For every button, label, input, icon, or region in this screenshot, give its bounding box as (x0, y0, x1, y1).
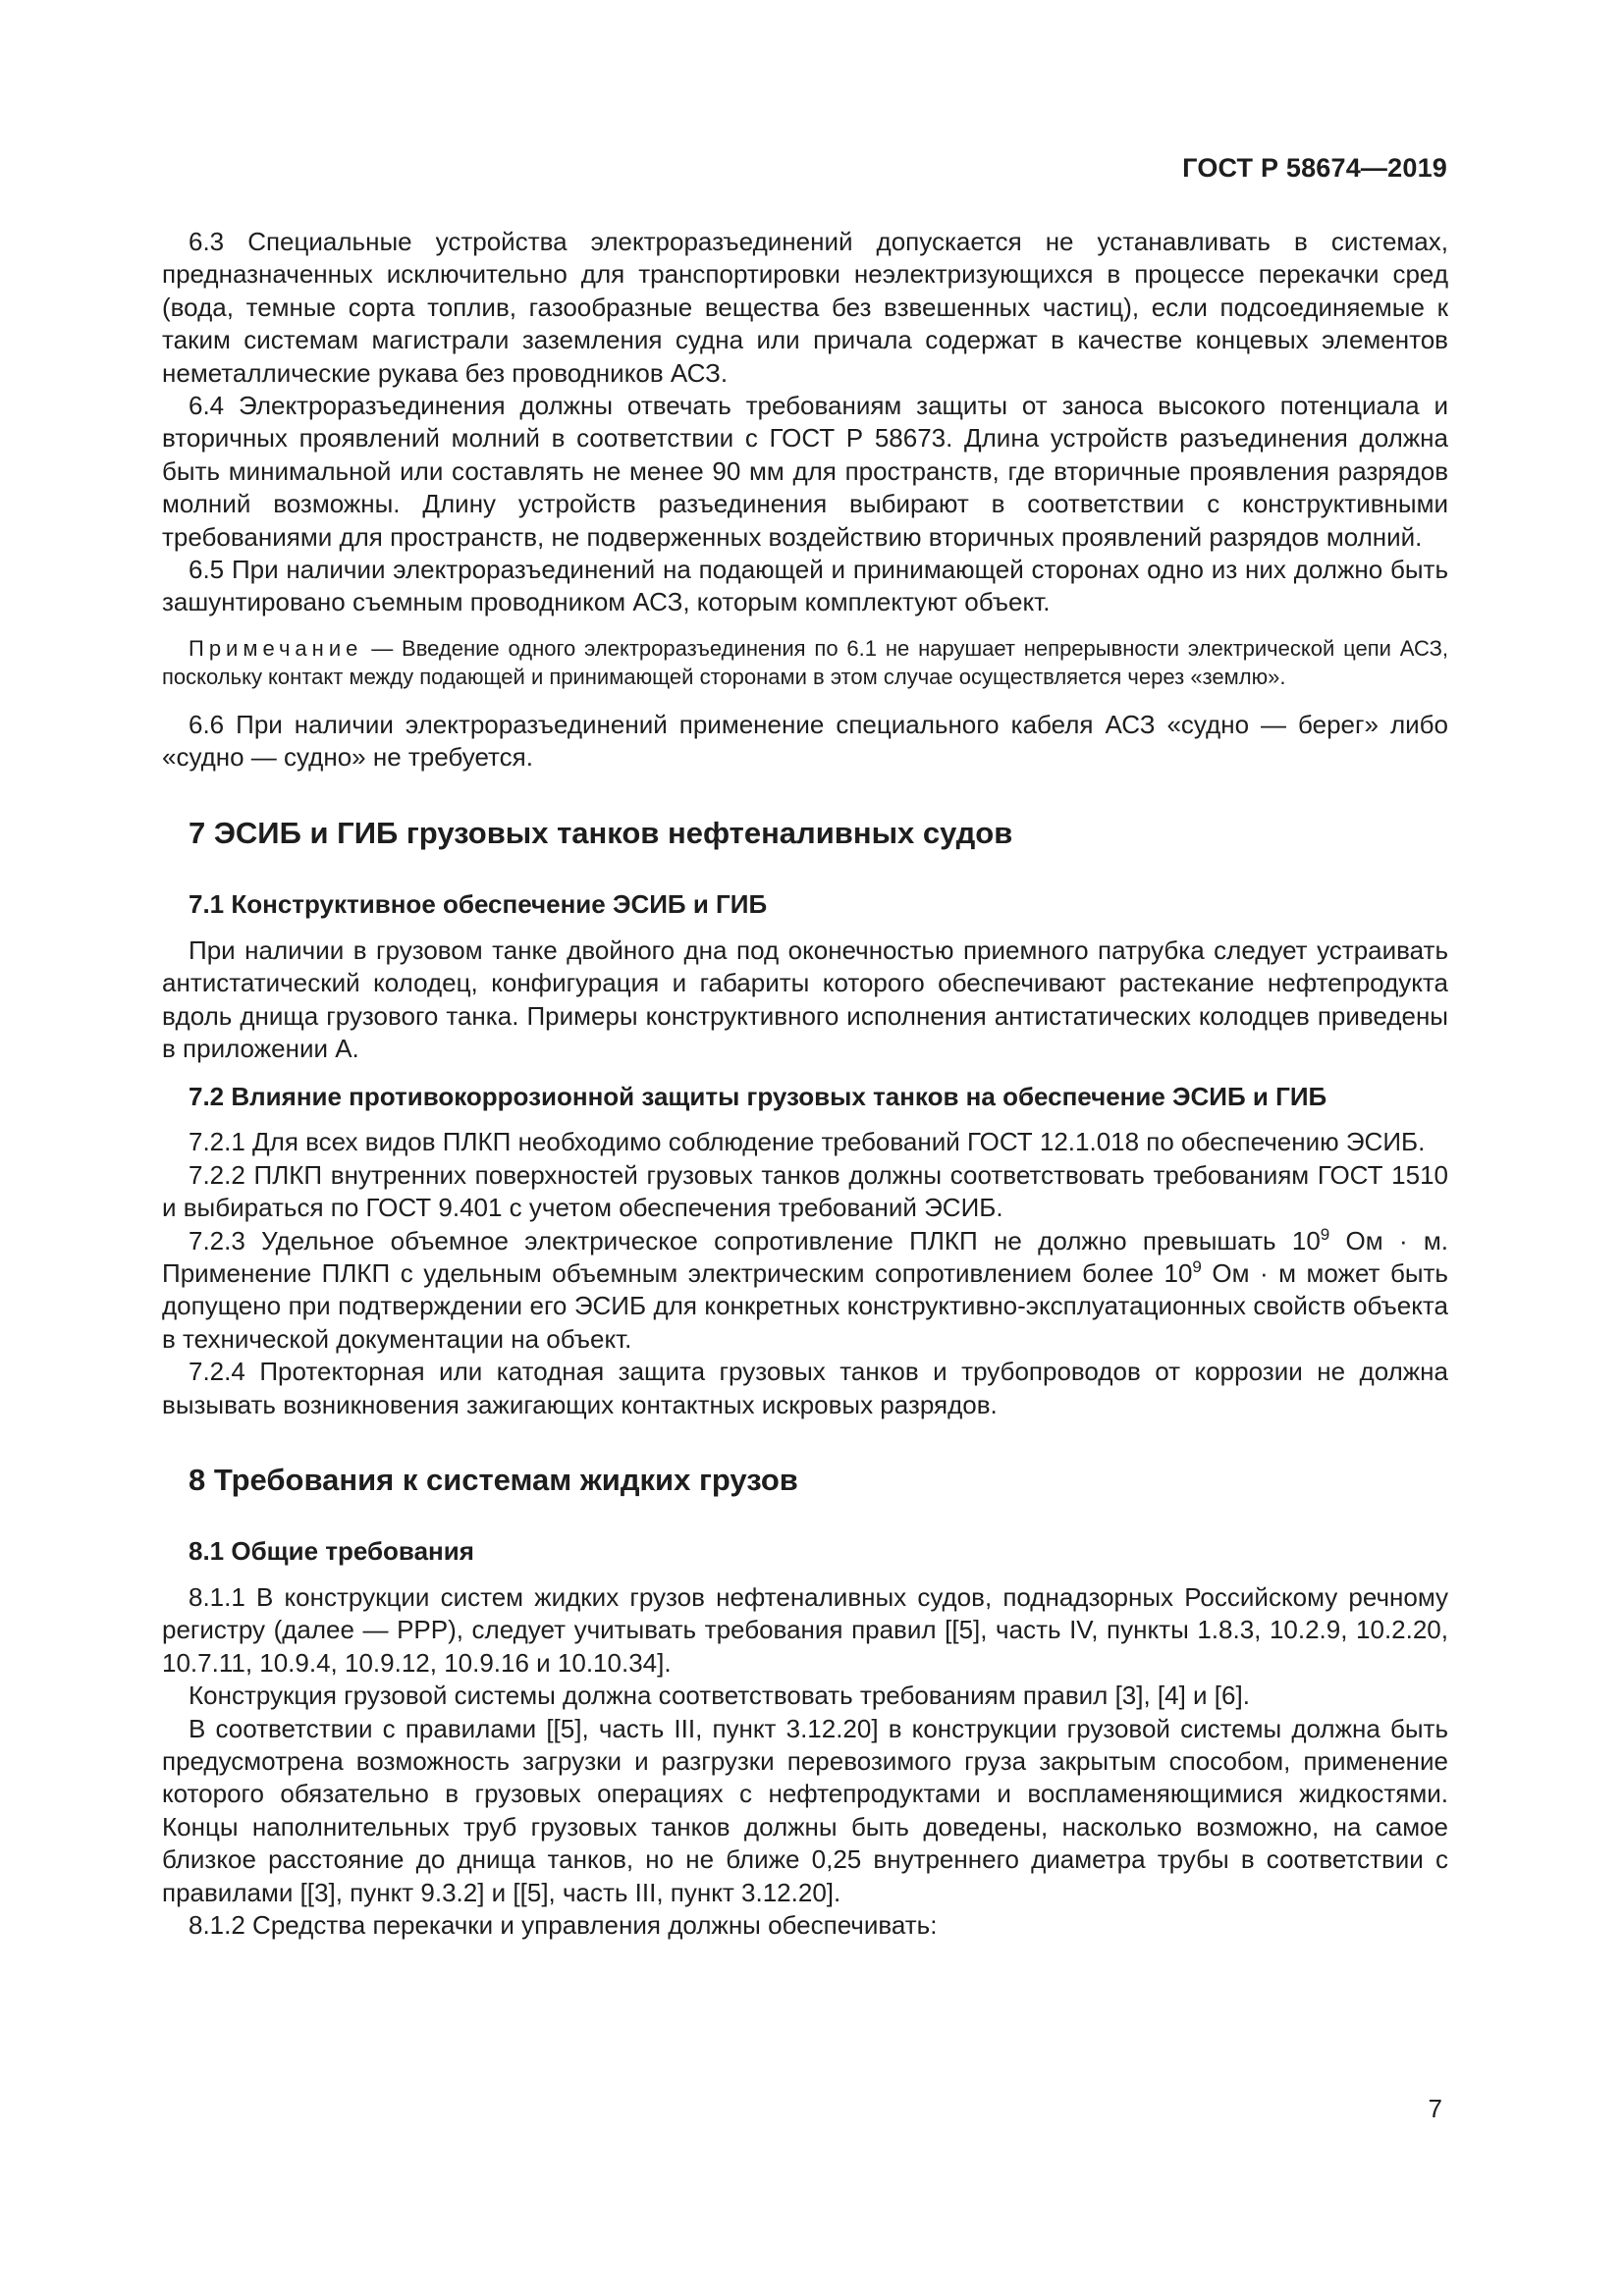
paragraph-7-2-4: 7.2.4 Протекторная или катодная защита грузовых танков и трубопроводов от коррозии не должна вызывать возникновения зажигающих контактных искровых разрядов. (162, 1357, 1448, 1419)
exponent-2: 9 (1192, 1256, 1202, 1276)
paragraph-7-2-3 (162, 1225, 1448, 1357)
p723-part-b: Ом · м. Применение ПЛКП с удельным объемным электрическим сопротивлением более 10 (162, 1225, 1448, 1288)
paragraph-8-1-1: 8.1.1 В конструкции систем жидких грузов нефтеналивных судов, поднадзорных Российскому речному регистру (далее — РРР), следует учитывать требования правил [[5], часть IV, пункты 1.8.3, 10.2.9, 10.2.20, 10.7.11, 10.9.4, 10.9.12, 10.9.16 и 10.10.34]. (162, 1581, 1448, 1678)
exponent-1: 9 (1320, 1224, 1330, 1244)
subsection-8-1-heading: 8.1 Общие требования (189, 1535, 474, 1566)
paragraph-cargo-system: Конструкция грузовой системы должна соответствовать требованиям правил [3], [4] и [6]. (189, 1681, 1250, 1711)
note-text: — Введение одного электроразъединения по 6.1 не нарушает непрерывности электрической цепи АСЗ, поскольку контакт между подающей и принимающей сторонами в этом случае осуществляется через «землю». (162, 635, 1448, 690)
paragraph-6-5: 6.5 При наличии электроразъединений на подающей и принимающей сторонах одно из них должно быть зашунтировано съемным проводником АСЗ, которым комплектуют объект. (162, 555, 1448, 617)
page-content (162, 226, 1448, 1942)
paragraph-7-2-2: 7.2.2 ПЛКП внутренних поверхностей грузовых танков должны соответствовать требованиям ГОСТ 1510 и выбираться по ГОСТ 9.401 с учетом обеспечения требований ЭСИБ. (162, 1159, 1448, 1223)
paragraph-6-4: 6.4 Электроразъединения должны отвечать требованиям защиты от заноса высокого потенциала и вторичных проявлений молний в соответствии с ГОСТ Р 58673. Длина устройств разъединения должна быть минимальной или составлять не менее 90 мм для пространств, где вторичные проявления разрядов молний возможны. Длину устройств разъединения выбирают в соответствии с конструктивными требованиями для пространств, не подверженных воздействию вторичных проявлений разрядов молний. (162, 391, 1448, 552)
section-8-heading: 8 Требования к системам жидких грузов (189, 1462, 798, 1497)
section-7-heading: 7 ЭСИБ и ГИБ грузовых танков нефтеналивных судов (189, 815, 1013, 850)
paragraph-7-2-1: 7.2.1 Для всех видов ПЛКП необходимо соблюдение требований ГОСТ 12.1.018 по обеспечению ЭСИБ. (189, 1127, 1426, 1157)
page-number: 7 (1428, 2094, 1442, 2123)
subsection-7-1-heading: 7.1 Конструктивное обеспечение ЭСИБ и ГИБ (189, 888, 768, 919)
paragraph-7-1: При наличии в грузовом танке двойного дна под оконечностью приемного патрубка следует устраивать антистатический колодец, конфигурация и габариты которого обеспечивают растекание нефтепродукта вдоль днища грузового танка. Примеры конструктивного исполнения антистатических колодцев приведены в приложении А. (162, 934, 1448, 1063)
note (162, 634, 1448, 692)
paragraph-6-3: 6.3 Специальные устройства электроразъединений допускается не устанавливать в системах, предназначенных исключительно для транспортировки неэлектризующихся в процессе перекачки сред (вода, темные сорта топлив, газообразные вещества без взвешенных частиц), если подсоединяемые к таким системам магистрали заземления судна или причала содержат в качестве концевых элементов неметаллические рукава без проводников АСЗ. (162, 227, 1448, 388)
document-code: ГОСТ Р 58674—2019 (1182, 153, 1447, 183)
p723-part-a: 7.2.3 Удельное объемное электрическое сопротивление ПЛКП не должно превышать 10 (189, 1225, 1321, 1255)
paragraph-6-6: 6.6 При наличии электроразъединений применение специального кабеля АСЗ «судно — берег» либо «судно — судно» не требуется. (162, 709, 1448, 773)
subsection-7-2-heading: 7.2 Влияние противокоррозионной защиты грузовых танков на обеспечение ЭСИБ и ГИБ (189, 1082, 1327, 1112)
paragraph-rules: В соответствии с правилами [[5], часть III, пункт 3.12.20] в конструкции грузовой системы должна быть предусмотрена возможность загрузки и разгрузки перевозимого груза закрытым способом, применение которого обязательно в грузовых операциях с нефтепродуктами и воспламеняющимися жидкостями. Концы наполнительных труб грузовых танков должны быть доведены, насколько возможно, на самое близкое расстояние до днища танков, но не ближе 0,25 внутреннего диаметра трубы в соответствии с правилами [[3], пункт 9.3.2] и [[5], часть III, пункт 3.12.20]. (162, 1713, 1448, 1907)
paragraph-8-1-2: 8.1.2 Средства перекачки и управления должны обеспечивать: (189, 1910, 938, 1941)
note-label: Примечание (189, 635, 363, 661)
p723-part-c: Ом · м может быть допущено при подтверждении его ЭСИБ для конкретных конструктивно-эксплуатационных свойств объекта в технической документации на объект. (162, 1257, 1448, 1354)
